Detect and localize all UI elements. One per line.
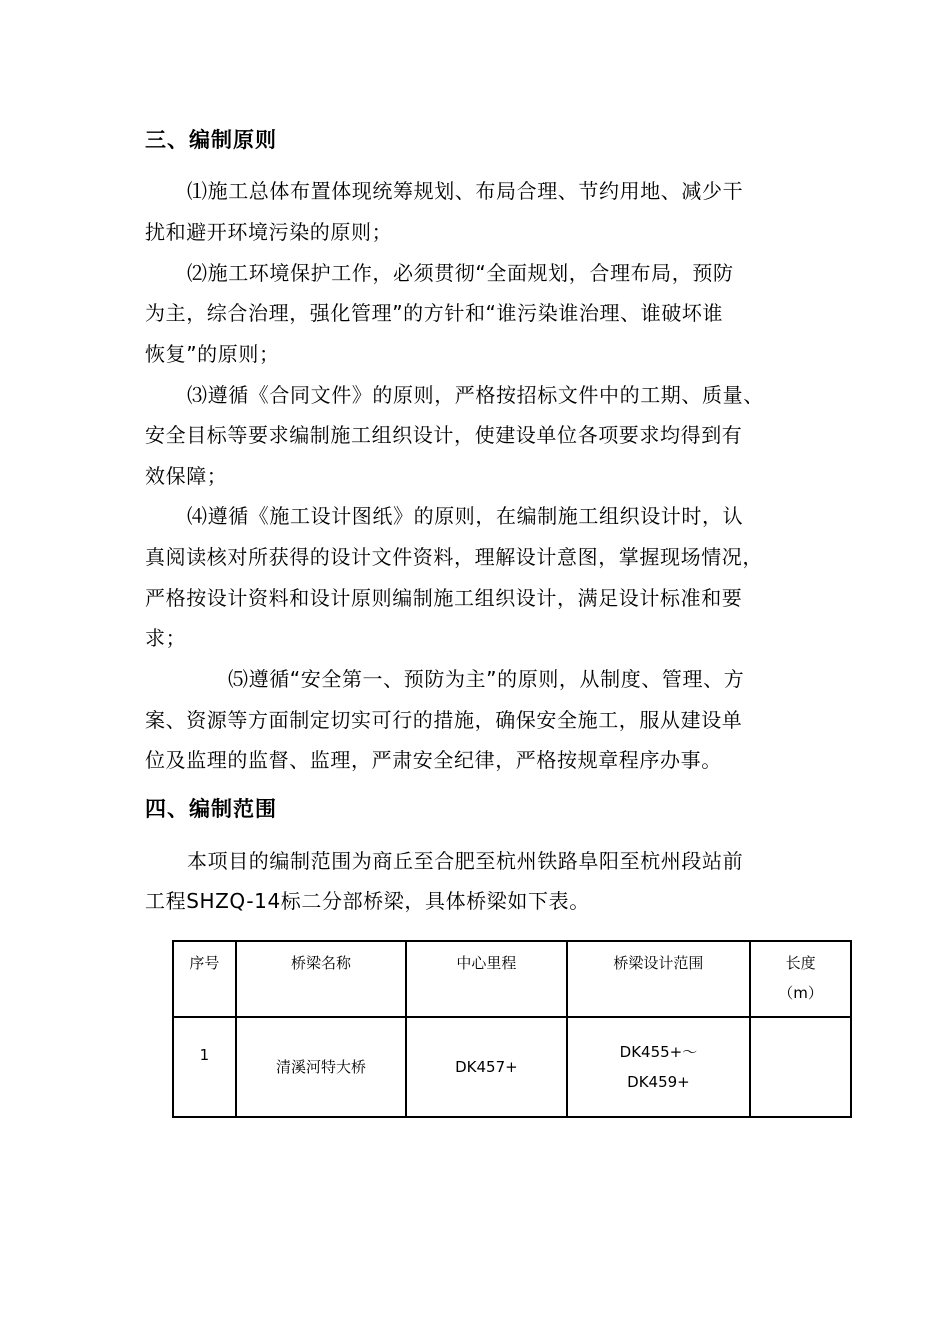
paragraph-line: 本项目的编制范围为商丘至合肥至杭州铁路阜阳至杭州段站前 [187, 849, 744, 873]
paragraph-line: 求； [145, 626, 187, 650]
paragraph-line: 严格按设计资料和设计原则编制施工组织设计，满足设计标准和要 [145, 586, 743, 610]
range-start: DK455+～ [619, 1043, 698, 1061]
header-length-label: 长度 [785, 954, 816, 972]
paragraph-line: 效保障； [145, 464, 228, 488]
header-length [750, 941, 851, 1017]
paragraph-line: ⑸遵循“安全第一、预防为主”的原则，从制度、管理、方 [228, 667, 745, 691]
paragraph-line: 工程SHZQ-14标二分部桥梁，具体桥梁如下表。 [145, 889, 590, 913]
table-row [173, 1017, 851, 1117]
header-design-range: 桥梁设计范围 [567, 941, 751, 1017]
section-3-heading: 三、编制原则 [145, 128, 277, 152]
bridge-table [172, 940, 852, 1118]
paragraph-line: ⑷遵循《施工设计图纸》的原则，在编制施工组织设计时，认 [187, 504, 744, 528]
cell-design-range [567, 1017, 751, 1117]
paragraph-line: 安全目标等要求编制施工组织设计，使建设单位各项要求均得到有 [145, 423, 743, 447]
paragraph-line: 位及监理的监督、监理，严肃安全纪律，严格按规章程序办事。 [145, 748, 722, 772]
header-bridge-name: 桥梁名称 [236, 941, 406, 1017]
cell-bridge-name: 清溪河特大桥 [236, 1017, 406, 1117]
header-length-unit: （m） [778, 984, 823, 1002]
range-end: DK459+ [627, 1073, 690, 1091]
paragraph-line: 真阅读核对所获得的设计文件资料，理解设计意图，掌握现场情况， [145, 545, 763, 569]
cell-index: 1 [173, 1017, 236, 1117]
paragraph-line: 为主，综合治理，强化管理”的方针和“谁污染谁治理、谁破坏谁 [145, 301, 724, 325]
paragraph-line: ⑶遵循《合同文件》的原则，严格按招标文件中的工期、质量、 [187, 383, 764, 407]
paragraph-line: ⑴施工总体布置体现统筹规划、布局合理、节约用地、减少干 [187, 179, 744, 203]
header-center-mileage: 中心里程 [406, 941, 567, 1017]
header-index: 序号 [173, 941, 236, 1017]
table-header-row [173, 941, 851, 1017]
cell-center-mileage: DK457+ [406, 1017, 567, 1117]
paragraph-line: 扰和避开环境污染的原则； [145, 220, 393, 244]
paragraph-line: ⑵施工环境保护工作，必须贯彻“全面规划，合理布局，预防 [187, 261, 734, 285]
paragraph-line: 案、资源等方面制定切实可行的措施，确保安全施工，服从建设单 [145, 708, 743, 732]
paragraph-line: 恢复”的原则； [145, 342, 280, 366]
cell-length [750, 1017, 851, 1117]
section-4-heading: 四、编制范围 [145, 797, 277, 821]
